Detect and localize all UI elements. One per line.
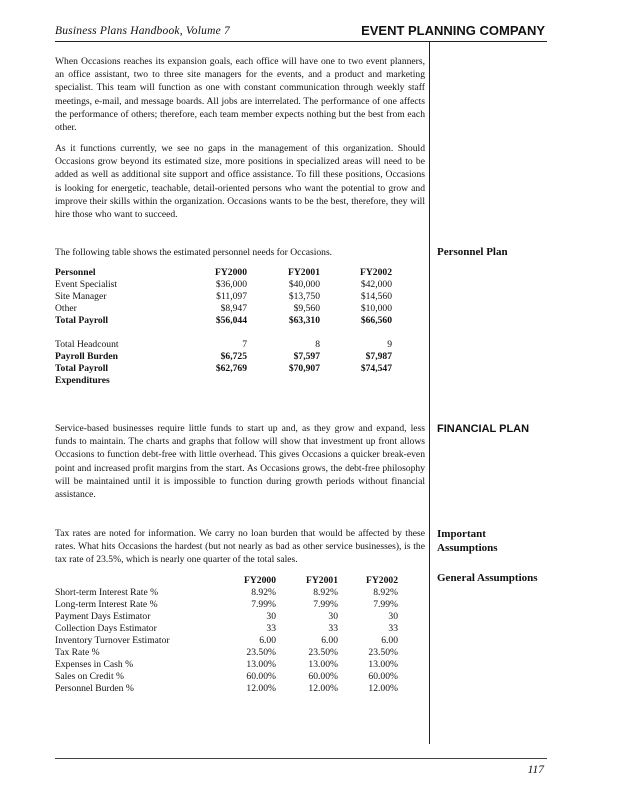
table-row	[55, 303, 392, 315]
column-header: FY2000	[244, 575, 276, 586]
cell: $9,560	[293, 303, 320, 314]
cell: 13.00%	[246, 659, 276, 670]
cell: 6.00	[381, 635, 398, 646]
cell: 13.00%	[308, 659, 338, 670]
cell: 7.99%	[373, 599, 398, 610]
cell: 8.92%	[251, 587, 276, 598]
column-header: FY2001	[306, 575, 338, 586]
column-header	[55, 575, 206, 587]
cell: 7.99%	[313, 599, 338, 610]
table-row	[55, 647, 398, 659]
cell: 12.00%	[368, 683, 398, 694]
cell: 6.00	[259, 635, 276, 646]
cell: $63,310	[288, 315, 320, 326]
cell: $7,597	[293, 351, 320, 362]
sidebar-general-assumptions: General Assumptions	[437, 572, 538, 584]
header-rule	[55, 41, 547, 42]
table-row	[55, 587, 398, 599]
row-label: Inventory Turnover Estimator	[55, 635, 170, 646]
paragraph-team: When Occasions reaches its expansion goals, each office will have one to two event planners, an office assistant, two to three site managers for the events, and a product and marketing specialist. This team will function as one with constant communication through weekly staff meetings, e-mail, and message boards. All jobs are interrelated. The performance of one affects the performance of others; therefore, each team member expects nothing but the best from each other.	[55, 56, 425, 134]
cell: 23.50%	[368, 647, 398, 658]
cell: 7	[242, 339, 247, 350]
row-label: Payment Days Estimator	[55, 611, 151, 622]
row-label: Total Headcount	[55, 339, 119, 350]
row-label: Expenses in Cash %	[55, 659, 134, 670]
table-row	[55, 375, 392, 387]
cell: 8.92%	[313, 587, 338, 598]
general-assumptions-table	[55, 575, 398, 695]
cell: 33	[388, 623, 398, 634]
cell: 6.00	[321, 635, 338, 646]
paragraph-table-intro: The following table shows the estimated personnel needs for Occasions.	[55, 247, 333, 258]
cell: 33	[328, 623, 338, 634]
cell: 8.92%	[373, 587, 398, 598]
paragraph-gaps: As it functions currently, we see no gaps in the management of this organization. Should Occasions grow beyond its estimated size, more positions in specialized areas will need to be added as well as additional site support and office assistance. To fill these positions, Occasions is looking for energetic, teachable, detail-oriented persons who want the potential to grow and improve their skills within the organization. Occasions wants to be the best, therefore, they will hire those who want to succeed.	[55, 143, 425, 221]
sidebar-assumptions: Assumptions	[437, 542, 498, 554]
cell: $14,560	[360, 291, 392, 302]
row-label: Site Manager	[55, 291, 107, 302]
spacer-row	[55, 327, 392, 339]
plan-title: EVENT PLANNING COMPANY	[361, 23, 545, 38]
cell: 33	[266, 623, 276, 634]
table-row	[55, 623, 398, 635]
cell: $74,547	[360, 363, 392, 374]
column-divider	[429, 42, 430, 744]
table-row	[55, 683, 398, 695]
row-label: Long-term Interest Rate %	[55, 599, 158, 610]
table-header-row	[55, 267, 392, 279]
table-row	[55, 291, 392, 303]
cell: 60.00%	[246, 671, 276, 682]
cell: 23.50%	[308, 647, 338, 658]
cell: $7,987	[365, 351, 392, 362]
cell	[155, 375, 247, 387]
table-row	[55, 351, 392, 363]
column-header: FY2002	[360, 267, 392, 278]
table-row	[55, 599, 398, 611]
book-title: Business Plans Handbook, Volume 7	[55, 25, 230, 37]
row-label: Event Specialist	[55, 279, 118, 290]
cell: 60.00%	[308, 671, 338, 682]
page-number: 117	[527, 764, 544, 776]
cell: 30	[388, 611, 398, 622]
row-label: Other	[55, 303, 77, 314]
personnel-table	[55, 267, 392, 387]
cell: 9	[387, 339, 392, 350]
footer-rule	[55, 758, 547, 759]
cell: $70,907	[288, 363, 320, 374]
column-header: FY2001	[288, 267, 320, 278]
row-label: Short-term Interest Rate %	[55, 587, 159, 598]
row-label: Personnel Burden %	[55, 683, 134, 694]
table-row	[55, 635, 398, 647]
cell: $13,750	[288, 291, 320, 302]
sidebar-personnel-plan: Personnel Plan	[437, 246, 508, 258]
row-label: Expenditures	[55, 375, 110, 386]
cell: 12.00%	[246, 683, 276, 694]
cell: 12.00%	[308, 683, 338, 694]
cell: 8	[315, 339, 320, 350]
cell: 30	[328, 611, 338, 622]
row-label: Total Payroll	[55, 315, 109, 326]
cell: 60.00%	[368, 671, 398, 682]
table-row	[55, 315, 392, 327]
table-row	[55, 279, 392, 291]
sidebar-important: Important	[437, 528, 486, 540]
cell: $8,947	[220, 303, 247, 314]
cell	[247, 375, 320, 387]
column-header: FY2002	[366, 575, 398, 586]
cell: $36,000	[215, 279, 247, 290]
cell: 7.99%	[251, 599, 276, 610]
row-label: Collection Days Estimator	[55, 623, 157, 634]
cell: 13.00%	[368, 659, 398, 670]
cell: $6,725	[220, 351, 247, 362]
cell: 30	[266, 611, 276, 622]
cell: $62,769	[215, 363, 247, 374]
cell: $11,097	[216, 291, 247, 302]
cell: $40,000	[288, 279, 320, 290]
row-label: Payroll Burden	[55, 351, 118, 362]
column-header: Personnel	[55, 267, 96, 278]
column-header: FY2000	[215, 267, 247, 278]
cell: $66,560	[360, 315, 392, 326]
cell: $10,000	[360, 303, 392, 314]
row-label: Total Payroll	[55, 363, 109, 374]
sidebar-financial-plan: FINANCIAL PLAN	[437, 423, 530, 435]
cell	[320, 375, 392, 387]
paragraph-financial-plan: Service-based businesses require little funds to start up and, as they grow and expand, less funds to maintain. The charts and graphs that follow will show that investment up front allows Occasions to function debt-free with little overhead. This gives Occasions a quicker break-even point and increased profit margins from the start. As Occasions grows, the debt-free philosophy will be maintained until it is impossible to function during growth periods without financial assistance.	[55, 423, 425, 501]
table-row	[55, 659, 398, 671]
table-header-row	[55, 575, 398, 587]
cell: $56,044	[215, 315, 247, 326]
row-label: Sales on Credit %	[55, 671, 125, 682]
table-row	[55, 363, 392, 375]
paragraph-tax-rates: Tax rates are noted for information. We carry no loan burden that would be affected by these rates. What hits Occasions the hardest (but not nearly as bad as other service businesses), is the tax rate of 23.5%, which is nearly one quarter of the total sales.	[55, 528, 425, 566]
cell: 23.50%	[246, 647, 276, 658]
table-row	[55, 671, 398, 683]
row-label: Tax Rate %	[55, 647, 100, 658]
table-row	[55, 339, 392, 351]
cell: $42,000	[360, 279, 392, 290]
table-row	[55, 611, 398, 623]
